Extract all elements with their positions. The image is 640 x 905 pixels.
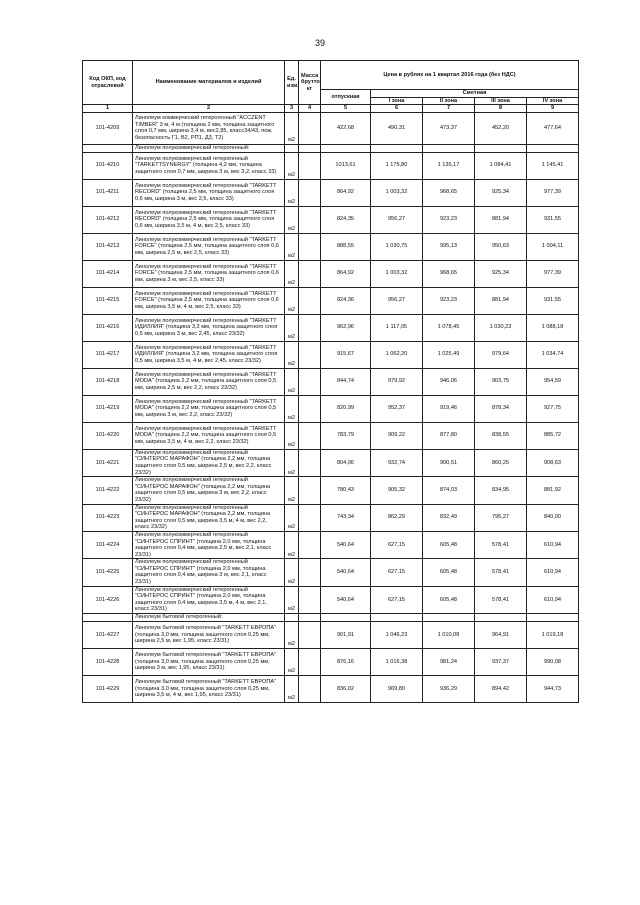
zone-1-price-cell: 862,29 <box>371 504 423 531</box>
zone-2-price-cell: 874,03 <box>423 477 475 504</box>
mass-cell <box>299 622 321 649</box>
price-table <box>82 60 579 703</box>
zone-3-price-cell: 795,27 <box>475 504 527 531</box>
header-zone-1: I зона <box>371 97 423 105</box>
release-price-cell: 1013,61 <box>321 152 371 179</box>
zone-3-price-cell: 925,34 <box>475 260 527 287</box>
zone-3-price-cell: 452,20 <box>475 112 527 144</box>
header-estimate: Сметная <box>371 90 579 98</box>
header-release: отпускная <box>321 90 371 105</box>
empty-cell <box>321 614 371 622</box>
code-cell: 101-4225 <box>83 559 133 586</box>
code-cell: 101-4222 <box>83 477 133 504</box>
zone-1-price-cell: 1 030,75 <box>371 233 423 260</box>
name-cell: Линолеум полукоммерческий гетерогенный "TARKETTSYNERGY" (толщина 4,2 мм, толщина защитного слоя 0,7 мм, ширина 3 м, вес 3,2, класс 33) <box>133 152 285 179</box>
zone-2-price-cell: 923,23 <box>423 287 475 314</box>
name-cell: Линолеум полукоммерческий гетерогенный "TARKETT MODA" (толщина 2,2 мм, толщина защитного слоя 0,5 мм, ширина 2,5 м, вес 2,2, класс 23/32) <box>133 368 285 395</box>
empty-cell <box>475 614 527 622</box>
zone-1-price-cell: 1 016,38 <box>371 649 423 676</box>
release-price-cell: 864,92 <box>321 260 371 287</box>
name-cell: Линолеум полукоммерческий гетерогенный "TARKETT RECORD" (толщина 2,5 мм, толщина защитного слоя 0,6 мм, ширина 3,5 м, 4 м, вес 2,5, класс 33) <box>133 206 285 233</box>
unit-cell: м2 <box>285 649 299 676</box>
table-row <box>83 341 579 368</box>
zone-1-price-cell: 979,92 <box>371 368 423 395</box>
zone-1-price-cell: 969,80 <box>371 676 423 703</box>
mass-cell <box>299 586 321 613</box>
name-cell: Линолеум полукоммерческий гетерогенный "TARKETT FORCE" (толщина 2,5 мм, толщина защитного слоя 0,6 мм, ширина 2,5 м, вес 2,5, класс 33) <box>133 233 285 260</box>
release-price-cell: 844,74 <box>321 368 371 395</box>
code-cell: 101-4209 <box>83 112 133 144</box>
zone-2-price-cell: 968,65 <box>423 179 475 206</box>
header-zone-4: IV зона <box>527 97 579 105</box>
table-row <box>83 395 579 422</box>
zone-3-price-cell: 878,34 <box>475 395 527 422</box>
name-cell: Линолеум полукоммерческий гетерогенный "TARKETT RECORD" (толщина 2,5 мм, толщина защитного слоя 0,6 мм, ширина 3 м, вес 2,5, класс 33) <box>133 179 285 206</box>
zone-2-price-cell: 968,65 <box>423 260 475 287</box>
table-row <box>83 559 579 586</box>
code-cell: 101-4215 <box>83 287 133 314</box>
table-row <box>83 586 579 613</box>
name-cell: Линолеум полукоммерческий гетерогенный "СИНТЕРОС МАРАФОН" (толщина 2,2 мм, толщина защитного слоя 0,5 мм, ширина 3,5 м, 4 м, вес 2,2, класс 23/32) <box>133 504 285 531</box>
unit-cell: м2 <box>285 314 299 341</box>
table-row <box>83 477 579 504</box>
name-cell: Линолеум бытовой гетерогенный "TARKETT ЕВРОПА" (толщина 3,0 мм, толщина защитного слоя 0,25 мм, ширина 3 м, вес 1,95, класс 23/31) <box>133 649 285 676</box>
unit-cell: м2 <box>285 559 299 586</box>
release-price-cell: 876,16 <box>321 649 371 676</box>
name-cell: Линолеум бытовой гетерогенный "TARKETT ЕВРОПА" (толщина 3,0 мм, толщина защитного слоя 0,25 мм, ширина 2,5 м, вес 1,95, класс 23/31) <box>133 622 285 649</box>
code-cell: 101-4220 <box>83 422 133 449</box>
name-cell: Линолеум коммерческий гетерогенный "ACCZENT TIMBER" 3 м, 4 м (толщина 2 мм, толщина защитного слоя 0,7 мм, ширина 3,4 м, вес2,85, класс34/43, пож. безопасность Г1, В2, РП1, Д3, Т2) <box>133 112 285 144</box>
zone-2-price-cell: 923,23 <box>423 206 475 233</box>
release-price-cell: 836,02 <box>321 676 371 703</box>
zone-2-price-cell: 1 010,08 <box>423 622 475 649</box>
name-cell: Линолеум полукоммерческий гетерогенный "СИНТЕРОС СПРИНТ" (толщина 2,0 мм, толщина защитного слоя 0,4 мм, ширина 2,5 м, вес 2,1, класс 23/31) <box>133 531 285 558</box>
mass-cell <box>299 206 321 233</box>
unit-cell: м2 <box>285 504 299 531</box>
zone-2-price-cell: 605,48 <box>423 559 475 586</box>
column-numbers-row <box>83 105 579 113</box>
name-cell: Линолеум полукоммерческий гетерогенный "СИНТЕРОС МАРАФОН" (толщина 2,2 мм, толщина защитного слоя 0,5 мм, ширина 2,5 м, вес 2,2, класс 23/32) <box>133 449 285 476</box>
unit-cell: м2 <box>285 622 299 649</box>
column-number: 1 <box>83 105 133 113</box>
zone-1-price-cell: 627,15 <box>371 531 423 558</box>
mass-cell <box>299 531 321 558</box>
zone-4-price-cell: 840,00 <box>527 504 579 531</box>
zone-4-price-cell: 610,94 <box>527 559 579 586</box>
zone-1-price-cell: 490,31 <box>371 112 423 144</box>
zone-1-price-cell: 1 062,20 <box>371 341 423 368</box>
section-title: Линолеум бытовой гетерогенный: <box>133 614 285 622</box>
zone-1-price-cell: 905,32 <box>371 477 423 504</box>
column-number: 8 <box>475 105 527 113</box>
zone-1-price-cell: 932,74 <box>371 449 423 476</box>
zone-4-price-cell: 927,75 <box>527 395 579 422</box>
zone-3-price-cell: 578,41 <box>475 531 527 558</box>
name-cell: Линолеум полукоммерческий гетерогенный "TARKETT MODA" (толщина 2,2 мм, толщина защитного слоя 0,5 мм, ширина 3 м, вес 2,2, класс 23/32) <box>133 395 285 422</box>
column-number: 4 <box>299 105 321 113</box>
zone-1-price-cell: 1 003,32 <box>371 179 423 206</box>
mass-cell <box>299 314 321 341</box>
code-cell: 101-4213 <box>83 233 133 260</box>
release-price-cell: 888,55 <box>321 233 371 260</box>
release-price-cell: 540,64 <box>321 531 371 558</box>
zone-2-price-cell: 900,51 <box>423 449 475 476</box>
release-price-cell: 820,99 <box>321 395 371 422</box>
unit-cell: м2 <box>285 112 299 144</box>
release-price-cell: 824,36 <box>321 287 371 314</box>
release-price-cell: 824,35 <box>321 206 371 233</box>
zone-4-price-cell: 885,72 <box>527 422 579 449</box>
mass-cell <box>299 395 321 422</box>
empty-cell <box>475 144 527 152</box>
zone-2-price-cell: 946,06 <box>423 368 475 395</box>
table-row <box>83 449 579 476</box>
zone-3-price-cell: 979,64 <box>475 341 527 368</box>
release-price-cell: 804,06 <box>321 449 371 476</box>
release-price-cell: 422,68 <box>321 112 371 144</box>
table-row <box>83 676 579 703</box>
table-row <box>83 206 579 233</box>
code-cell: 101-4211 <box>83 179 133 206</box>
mass-cell <box>299 422 321 449</box>
zone-2-price-cell: 1 025,49 <box>423 341 475 368</box>
zone-4-price-cell: 1 004,11 <box>527 233 579 260</box>
section-code-cell <box>83 614 133 622</box>
empty-cell <box>299 144 321 152</box>
column-number: 5 <box>321 105 371 113</box>
unit-cell: м2 <box>285 477 299 504</box>
column-number: 7 <box>423 105 475 113</box>
zone-2-price-cell: 936,29 <box>423 676 475 703</box>
zone-3-price-cell: 894,42 <box>475 676 527 703</box>
zone-4-price-cell: 881,92 <box>527 477 579 504</box>
zone-3-price-cell: 925,34 <box>475 179 527 206</box>
header-price-group: Цена в рублях на 1 квартал 2016 года (без НДС) <box>321 61 579 90</box>
code-cell: 101-4219 <box>83 395 133 422</box>
mass-cell <box>299 504 321 531</box>
mass-cell <box>299 287 321 314</box>
zone-2-price-cell: 981,24 <box>423 649 475 676</box>
zone-2-price-cell: 1 078,45 <box>423 314 475 341</box>
release-price-cell: 864,92 <box>321 179 371 206</box>
zone-1-price-cell: 627,15 <box>371 559 423 586</box>
release-price-cell: 540,64 <box>321 559 371 586</box>
zone-2-price-cell: 1 135,17 <box>423 152 475 179</box>
table-row <box>83 531 579 558</box>
zone-1-price-cell: 1 046,23 <box>371 622 423 649</box>
unit-cell: м2 <box>285 179 299 206</box>
unit-cell: м2 <box>285 233 299 260</box>
zone-3-price-cell: 1 030,23 <box>475 314 527 341</box>
mass-cell <box>299 152 321 179</box>
table-section-row <box>83 614 579 622</box>
header-zone-2: II зона <box>423 97 475 105</box>
zone-1-price-cell: 1 003,32 <box>371 260 423 287</box>
zone-4-price-cell: 954,59 <box>527 368 579 395</box>
zone-3-price-cell: 881,94 <box>475 287 527 314</box>
header-mass: Масса брутто, кг <box>299 61 321 105</box>
empty-cell <box>371 614 423 622</box>
unit-cell: м2 <box>285 449 299 476</box>
mass-cell <box>299 477 321 504</box>
zone-4-price-cell: 1 088,18 <box>527 314 579 341</box>
zone-4-price-cell: 610,94 <box>527 586 579 613</box>
unit-cell: м2 <box>285 531 299 558</box>
table-row <box>83 260 579 287</box>
table-row <box>83 233 579 260</box>
zone-4-price-cell: 931,55 <box>527 287 579 314</box>
zone-4-price-cell: 977,39 <box>527 179 579 206</box>
code-cell: 101-4217 <box>83 341 133 368</box>
code-cell: 101-4214 <box>83 260 133 287</box>
release-price-cell: 783,79 <box>321 422 371 449</box>
name-cell: Линолеум полукоммерческий гетерогенный "TARKETT ИДИЛЛИЯ" (толщина 3,2 мм, толщина защитного слоя 0,5 мм, ширина 3,5 м, 4 м, вес 2,45, класс 23/32) <box>133 341 285 368</box>
empty-cell <box>423 614 475 622</box>
table-row <box>83 287 579 314</box>
zone-1-price-cell: 956,27 <box>371 206 423 233</box>
name-cell: Линолеум полукоммерческий гетерогенный "TARKETT MODA" (толщина 2,2 мм, толщина защитного слоя 0,5 мм, ширина 3,5 м, 4 м, вес 2,2, класс 23/32) <box>133 422 285 449</box>
mass-cell <box>299 179 321 206</box>
zone-3-price-cell: 578,41 <box>475 586 527 613</box>
code-cell: 101-4224 <box>83 531 133 558</box>
zone-2-price-cell: 995,13 <box>423 233 475 260</box>
zone-1-price-cell: 956,27 <box>371 287 423 314</box>
zone-2-price-cell: 877,80 <box>423 422 475 449</box>
name-cell: Линолеум полукоммерческий гетерогенный "TARKETT FORCE" (толщина 2,5 мм, толщина защитного слоя 0,6 мм, ширина 3,5 м, 4 м, вес 2,5, класс 33) <box>133 287 285 314</box>
zone-4-price-cell: 1 019,18 <box>527 622 579 649</box>
header-name: Наименование материалов и изделий <box>133 61 285 105</box>
unit-cell: м2 <box>285 676 299 703</box>
empty-cell <box>285 144 299 152</box>
release-price-cell: 962,96 <box>321 314 371 341</box>
zone-3-price-cell: 964,91 <box>475 622 527 649</box>
table-row <box>83 422 579 449</box>
mass-cell <box>299 368 321 395</box>
zone-1-price-cell: 1 175,80 <box>371 152 423 179</box>
header-zone-3: III зона <box>475 97 527 105</box>
mass-cell <box>299 260 321 287</box>
code-cell: 101-4221 <box>83 449 133 476</box>
zone-3-price-cell: 834,95 <box>475 477 527 504</box>
section-code-cell <box>83 144 133 152</box>
release-price-cell: 540,64 <box>321 586 371 613</box>
code-cell: 101-4223 <box>83 504 133 531</box>
code-cell: 101-4228 <box>83 649 133 676</box>
zone-4-price-cell: 1 034,74 <box>527 341 579 368</box>
zone-2-price-cell: 832,49 <box>423 504 475 531</box>
zone-4-price-cell: 944,73 <box>527 676 579 703</box>
release-price-cell: 915,67 <box>321 341 371 368</box>
table-row <box>83 622 579 649</box>
table-row <box>83 112 579 144</box>
zone-3-price-cell: 838,55 <box>475 422 527 449</box>
name-cell: Линолеум полукоммерческий гетерогенный "СИНТЕРОС СПРИНТ" (толщина 2,0 мм, толщина защитного слоя 0,4 мм, ширина 3 м, вес 2,1, класс 23/31) <box>133 559 285 586</box>
zone-3-price-cell: 950,63 <box>475 233 527 260</box>
code-cell: 101-4216 <box>83 314 133 341</box>
column-number: 6 <box>371 105 423 113</box>
unit-cell: м2 <box>285 586 299 613</box>
zone-4-price-cell: 610,94 <box>527 531 579 558</box>
table-row <box>83 314 579 341</box>
mass-cell <box>299 112 321 144</box>
table-row <box>83 152 579 179</box>
name-cell: Линолеум полукоммерческий гетерогенный "TARKETT ИДИЛЛИЯ" (толщина 3,2 мм, толщина защитного слоя 0,5 мм, ширина 3 м, вес 2,45, класс 23/32) <box>133 314 285 341</box>
mass-cell <box>299 676 321 703</box>
mass-cell <box>299 233 321 260</box>
empty-cell <box>299 614 321 622</box>
unit-cell: м2 <box>285 152 299 179</box>
zone-4-price-cell: 908,63 <box>527 449 579 476</box>
zone-2-price-cell: 919,46 <box>423 395 475 422</box>
table-row <box>83 368 579 395</box>
zone-1-price-cell: 1 117,05 <box>371 314 423 341</box>
name-cell: Линолеум полукоммерческий гетерогенный "СИНТЕРОС МАРАФОН" (толщина 2,2 мм, толщина защитного слоя 0,5 мм, ширина 3 м, вес 2,2, класс 23/32) <box>133 477 285 504</box>
table-row <box>83 504 579 531</box>
code-cell: 101-4210 <box>83 152 133 179</box>
release-price-cell: 780,43 <box>321 477 371 504</box>
zone-2-price-cell: 605,48 <box>423 531 475 558</box>
zone-3-price-cell: 1 084,41 <box>475 152 527 179</box>
zone-1-price-cell: 627,15 <box>371 586 423 613</box>
unit-cell: м2 <box>285 260 299 287</box>
empty-cell <box>321 144 371 152</box>
zone-4-price-cell: 477,64 <box>527 112 579 144</box>
table-row <box>83 179 579 206</box>
column-number: 2 <box>133 105 285 113</box>
empty-cell <box>527 614 579 622</box>
name-cell: Линолеум полукоммерческий гетерогенный "TARKETT FORCE" (толщина 2,5 мм, толщина защитного слоя 0,6 мм, ширина 3 м, вес 2,5, класс 33) <box>133 260 285 287</box>
mass-cell <box>299 449 321 476</box>
code-cell: 101-4229 <box>83 676 133 703</box>
zone-3-price-cell: 937,37 <box>475 649 527 676</box>
unit-cell: м2 <box>285 368 299 395</box>
section-title: Линолеум полукоммерческий гетерогенный: <box>133 144 285 152</box>
release-price-cell: 743,34 <box>321 504 371 531</box>
column-number: 9 <box>527 105 579 113</box>
zone-3-price-cell: 860,25 <box>475 449 527 476</box>
code-cell: 101-4227 <box>83 622 133 649</box>
unit-cell: м2 <box>285 206 299 233</box>
table-section-row <box>83 144 579 152</box>
empty-cell <box>371 144 423 152</box>
zone-1-price-cell: 909,22 <box>371 422 423 449</box>
zone-4-price-cell: 931,55 <box>527 206 579 233</box>
zone-3-price-cell: 578,41 <box>475 559 527 586</box>
zone-2-price-cell: 473,37 <box>423 112 475 144</box>
header-code: Код ОКП, код отраслевой <box>83 61 133 105</box>
column-number: 3 <box>285 105 299 113</box>
zone-4-price-cell: 1 145,41 <box>527 152 579 179</box>
code-cell: 101-4226 <box>83 586 133 613</box>
mass-cell <box>299 341 321 368</box>
unit-cell: м2 <box>285 287 299 314</box>
code-cell: 101-4218 <box>83 368 133 395</box>
unit-cell: м2 <box>285 341 299 368</box>
zone-1-price-cell: 952,37 <box>371 395 423 422</box>
name-cell: Линолеум полукоммерческий гетерогенный "СИНТЕРОС СПРИНТ" (толщина 2,0 мм, толщина защитного слоя 0,4 мм, ширина 3,5 м, 4 м, вес 2,1, класс 23/31) <box>133 586 285 613</box>
mass-cell <box>299 649 321 676</box>
zone-4-price-cell: 977,39 <box>527 260 579 287</box>
release-price-cell: 901,91 <box>321 622 371 649</box>
empty-cell <box>423 144 475 152</box>
zone-3-price-cell: 881,94 <box>475 206 527 233</box>
name-cell: Линолеум бытовой гетерогенный "TARKETT ЕВРОПА" (толщина 3,0 мм, толщина защитного слоя 0,25 мм, ширина 3,5 м, 4 м, вес 1,95, класс 23/31) <box>133 676 285 703</box>
zone-3-price-cell: 903,75 <box>475 368 527 395</box>
unit-cell: м2 <box>285 422 299 449</box>
page-number: 39 <box>314 38 325 48</box>
unit-cell: м2 <box>285 395 299 422</box>
mass-cell <box>299 559 321 586</box>
zone-2-price-cell: 605,48 <box>423 586 475 613</box>
zone-4-price-cell: 990,08 <box>527 649 579 676</box>
empty-cell <box>285 614 299 622</box>
empty-cell <box>527 144 579 152</box>
table-row <box>83 649 579 676</box>
header-unit: Ед. изм. <box>285 61 299 105</box>
code-cell: 101-4212 <box>83 206 133 233</box>
